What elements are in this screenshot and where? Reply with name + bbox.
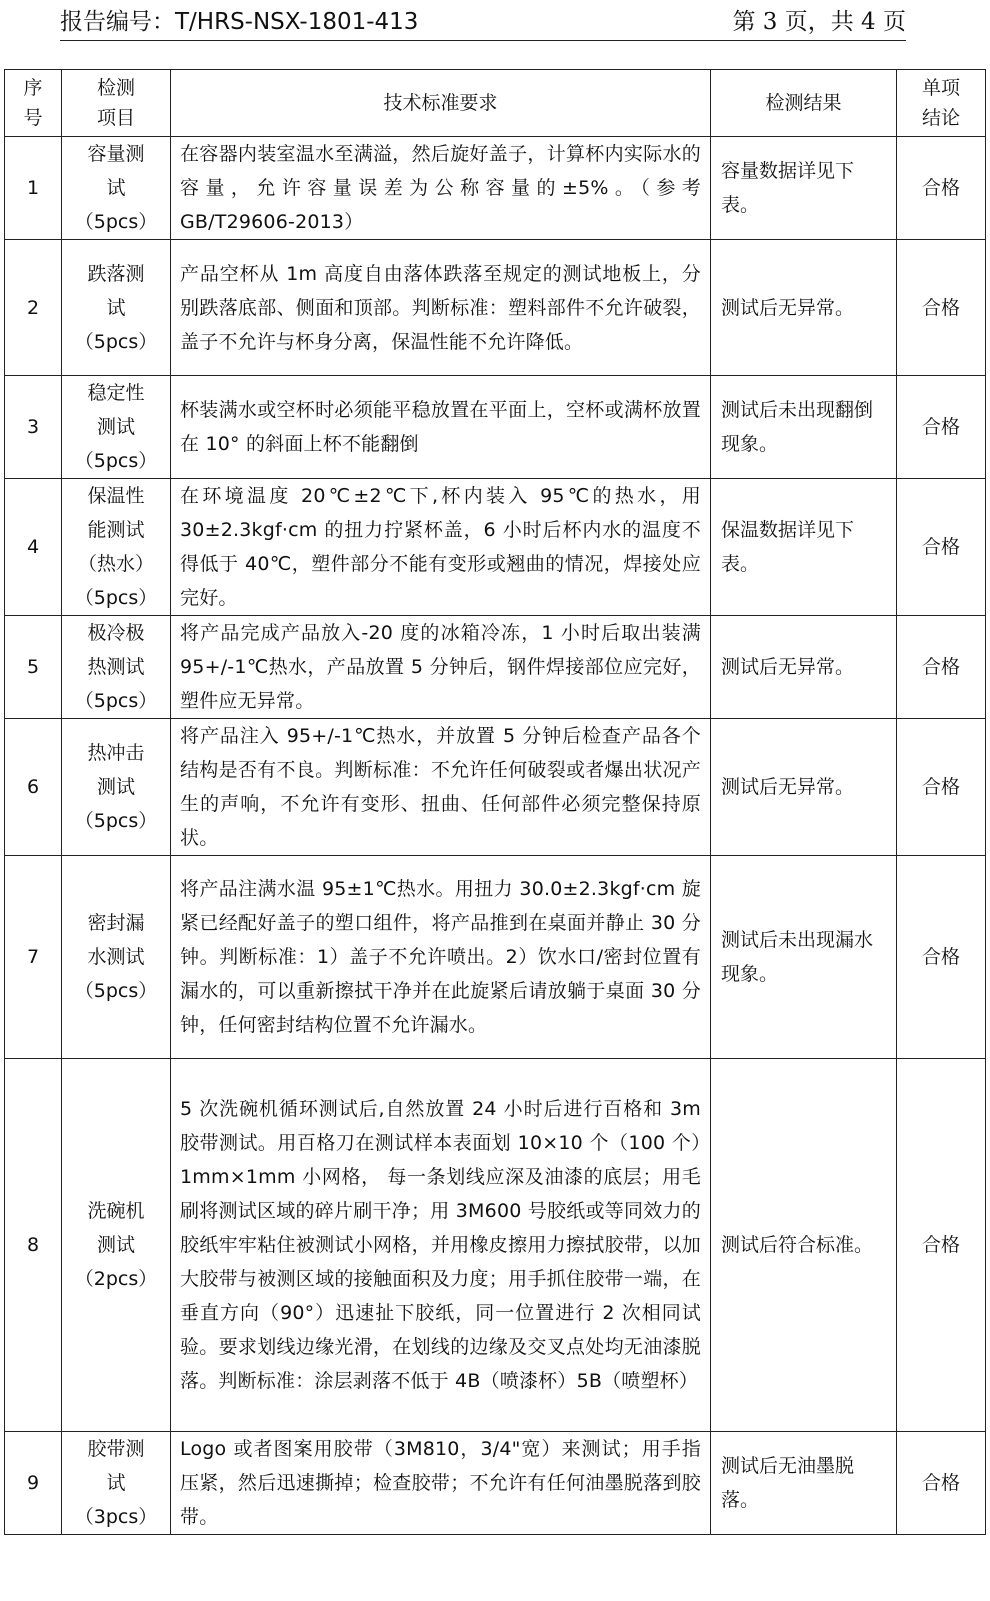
test-item-line: 胶带测	[87, 1438, 145, 1460]
test-item-name	[62, 856, 171, 1059]
test-result: 测试后无异常。	[711, 240, 897, 376]
row-number: 7	[5, 856, 62, 1059]
test-item-line: 测试	[96, 776, 135, 798]
test-item-line: （5pcs）	[74, 211, 158, 233]
test-item-line: （3pcs）	[74, 1506, 158, 1528]
test-result: 测试后未出现漏水现象。	[711, 856, 897, 1059]
test-item-line: 试	[106, 296, 126, 319]
technical-requirement: 将产品注入 95+/-1℃热水，并放置 5 分钟后检查产品各个结构是否有不良。判断标准：不允许任何破裂或者爆出状况产生的声响，不允许有变形、扭曲、任何部件必须完整保持原状。	[171, 719, 711, 856]
test-results-table	[4, 69, 986, 1535]
test-item-line: （5pcs）	[74, 690, 158, 712]
table-row	[5, 1432, 986, 1535]
test-item-name	[62, 1432, 171, 1535]
row-number: 1	[5, 137, 62, 240]
test-item-line: 水测试	[87, 946, 145, 968]
test-result: 测试后未出现翻倒现象。	[711, 376, 897, 479]
technical-requirement: 将产品注满水温 95±1℃热水。用扭力 30.0±2.3kgf·cm 旋紧已经配好盖子的塑口组件，将产品推到在桌面并静止 30 分钟。判断标准：1）盖子不允许喷出。2）饮水口/密封位置有漏水的，可以重新擦拭干净并在此旋紧后请放躺于桌面 30 分钟，任何密封结构位置不允许漏水。	[171, 856, 711, 1059]
item-conclusion: 合格	[897, 719, 986, 856]
item-conclusion: 合格	[897, 1059, 986, 1432]
col-header-conclusion: 单项 结论	[897, 70, 986, 137]
item-conclusion: 合格	[897, 240, 986, 376]
test-item-name	[62, 376, 171, 479]
table-row	[5, 856, 986, 1059]
table-row	[5, 1059, 986, 1432]
test-item-line: 容量测	[87, 143, 145, 165]
item-conclusion: 合格	[897, 1432, 986, 1535]
test-item-line: 测试	[96, 1234, 135, 1256]
test-item-line: 密封漏	[87, 912, 145, 934]
technical-requirement: 产品空杯从 1m 高度自由落体跌落至规定的测试地板上，分别跌落底部、侧面和顶部。判断标准：塑料部件不允许破裂，盖子不允许与杯身分离，保温性能不允许降低。	[171, 240, 711, 376]
test-result: 保温数据详见下表。	[711, 479, 897, 616]
test-item-line: （热水）	[77, 553, 154, 575]
table-row	[5, 376, 986, 479]
item-conclusion: 合格	[897, 616, 986, 719]
technical-requirement: Logo 或者图案用胶带（3M810，3/4"宽）来测试；用手指压紧，然后迅速撕掉；检查胶带；不允许有任何油墨脱落到胶带。	[171, 1432, 711, 1535]
col-header-no: 序 号	[5, 70, 62, 137]
test-item-name	[62, 1059, 171, 1432]
test-item-line: 试	[106, 177, 126, 199]
test-result: 测试后无异常。	[711, 719, 897, 856]
test-item-line: （5pcs）	[74, 587, 158, 609]
col-header-requirement: 技术标准要求	[171, 70, 711, 137]
test-result: 测试后无异常。	[711, 616, 897, 719]
test-item-line: 热冲击	[87, 742, 145, 764]
test-item-name	[62, 137, 171, 240]
row-number: 4	[5, 479, 62, 616]
item-conclusion: 合格	[897, 479, 986, 616]
test-item-line: 试	[106, 1472, 126, 1494]
test-item-line: 能测试	[87, 519, 145, 541]
technical-requirement: 在容器内装室温水至满溢，然后旋好盖子，计算杯内实际水的容量，允许容量误差为公称容量的±5%。（参考 GB/T29606-2013）	[171, 137, 711, 240]
test-result: 测试后无油墨脱落。	[711, 1432, 897, 1535]
item-conclusion: 合格	[897, 376, 986, 479]
test-item-name	[62, 479, 171, 616]
row-number: 6	[5, 719, 62, 856]
report-header	[60, 4, 906, 41]
technical-requirement: 5 次洗碗机循环测试后,自然放置 24 小时后进行百格和 3m 胶带测试。用百格刀在测试样本表面划 10×10 个（100 个）1mm×1mm 小网格， 每一条划线应深及油漆的底层；用毛刷将测试区域的碎片刷干净；用 3M600 号胶纸或等同效力的胶纸牢牢粘住被测试小网格，并用橡皮擦用力擦拭胶带，以加大胶带与被测区域的接触面积及力度；用手抓住胶带一端，在垂直方向（90°）迅速扯下胶纸，同一位置进行 2 次相同试验。要求划线边缘光滑，在划线的边缘及交叉点处均无油漆脱落。判断标准：涂层剥落不低于 4B（喷漆杯）5B（喷塑杯）	[171, 1059, 711, 1432]
test-result: 测试后符合标准。	[711, 1059, 897, 1432]
test-item-line: （5pcs）	[74, 330, 158, 353]
technical-requirement: 将产品完成产品放入-20 度的冰箱冷冻，1 小时后取出装满 95+/-1℃热水，产品放置 5 分钟后，钢件焊接部位应完好，塑件应无异常。	[171, 616, 711, 719]
test-result: 容量数据详见下表。	[711, 137, 897, 240]
page-indicator: 第 3 页，共 4 页	[732, 9, 906, 35]
row-number: 5	[5, 616, 62, 719]
test-item-name	[62, 240, 171, 376]
technical-requirement: 在环境温度 20℃±2℃下,杯内装入 95℃的热水，用 30±2.3kgf·cm 的扭力拧紧杯盖，6 小时后杯内水的温度不得低于 40℃，塑件部分不能有变形或翘曲的情况，焊接处应完好。	[171, 479, 711, 616]
row-number: 3	[5, 376, 62, 479]
test-item-line: （5pcs）	[74, 450, 158, 472]
item-conclusion: 合格	[897, 856, 986, 1059]
report-number: 报告编号：T/HRS-NSX-1801-413	[60, 9, 419, 35]
table-row	[5, 719, 986, 856]
test-item-name	[62, 719, 171, 856]
test-item-line: 稳定性	[87, 382, 145, 404]
test-item-line: （2pcs）	[74, 1268, 158, 1290]
technical-requirement: 杯装满水或空杯时必须能平稳放置在平面上，空杯或满杯放置在 10° 的斜面上杯不能翻倒	[171, 376, 711, 479]
test-item-line: 极冷极	[87, 622, 145, 644]
test-item-line: 洗碗机	[87, 1200, 145, 1222]
table-row	[5, 479, 986, 616]
test-item-line: 测试	[96, 416, 135, 438]
test-item-line: 跌落测	[87, 262, 145, 285]
test-item-line: （5pcs）	[74, 810, 158, 832]
row-number: 8	[5, 1059, 62, 1432]
test-item-line: 保温性	[87, 485, 145, 507]
col-header-result: 检测结果	[711, 70, 897, 137]
test-item-line: （5pcs）	[74, 980, 158, 1002]
test-item-line: 热测试	[87, 656, 145, 678]
col-header-item: 检测 项目	[62, 70, 171, 137]
table-header-row	[5, 70, 986, 137]
table-row	[5, 616, 986, 719]
table-row	[5, 137, 986, 240]
row-number: 9	[5, 1432, 62, 1535]
row-number: 2	[5, 240, 62, 376]
table-row	[5, 240, 986, 376]
item-conclusion: 合格	[897, 137, 986, 240]
test-item-name	[62, 616, 171, 719]
